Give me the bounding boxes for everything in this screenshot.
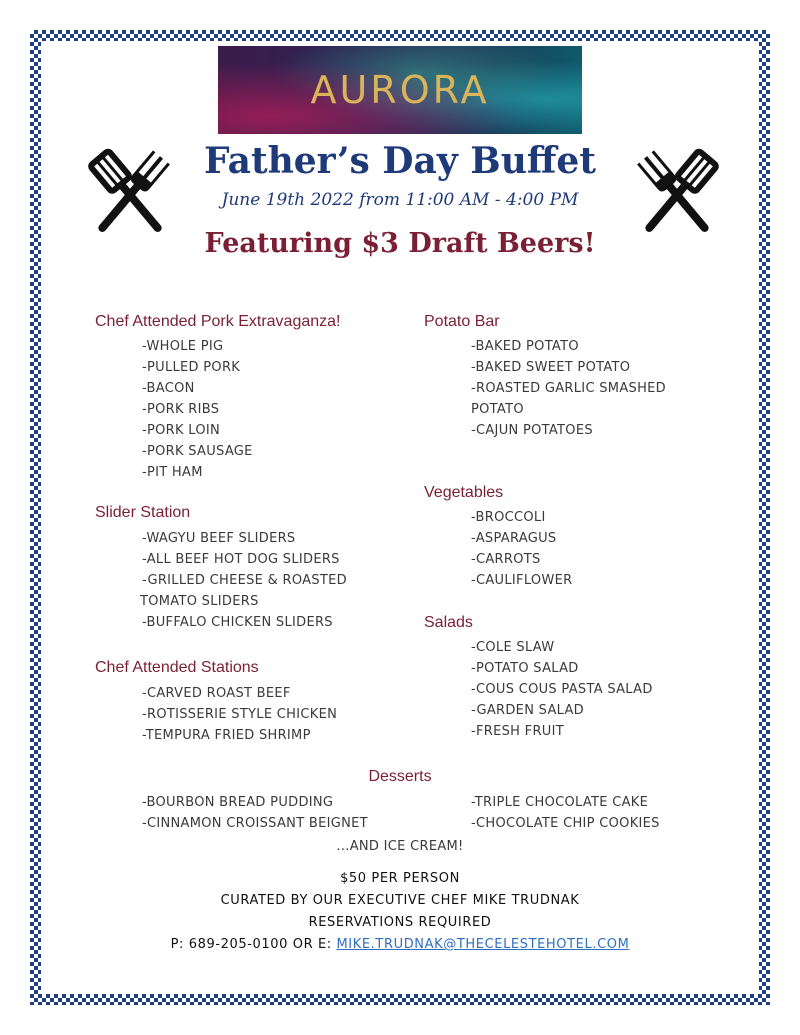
- event-date: June 19th 2022 from 11:00 AM - 4:00 PM: [221, 190, 579, 210]
- page-title: Father’s Day Buffet: [204, 140, 596, 182]
- menu-item: -BAKED POTATO: [471, 339, 579, 354]
- menu-item: -TRIPLE CHOCOLATE CAKE: [471, 795, 649, 810]
- feature-banner: Featuring $3 Draft Beers!: [204, 228, 596, 259]
- menu-item: -WHOLE PIG: [142, 339, 224, 354]
- price-line: $50 PER PERSON: [340, 871, 460, 886]
- section-items-salads: [471, 637, 653, 742]
- menu-item: -TEMPURA FRIED SHRIMP: [142, 728, 311, 743]
- section-items-stations: [142, 683, 337, 746]
- menu-item: -PORK LOIN: [142, 423, 221, 438]
- menu-item: -CAULIFLOWER: [471, 573, 573, 588]
- reservations-line: RESERVATIONS REQUIRED: [308, 915, 492, 930]
- section-title-pork: Chef Attended Pork Extravaganza!: [95, 313, 341, 330]
- menu-item: -BAKED SWEET POTATO: [471, 360, 631, 375]
- menu-item: -BROCCOLI: [471, 510, 546, 525]
- menu-item: -BOURBON BREAD PUDDING: [142, 795, 334, 810]
- menu-item: -PORK RIBS: [142, 402, 220, 417]
- menu-item: -PULLED PORK: [142, 360, 241, 375]
- menu-item: POTATO: [471, 402, 524, 417]
- menu-item: -BACON: [142, 381, 195, 396]
- menu-item: -GARDEN SALAD: [471, 703, 584, 718]
- section-items-pork: [142, 336, 253, 483]
- contact-phone: P: 689-205-0100 OR E:: [170, 937, 337, 952]
- menu-item: -COLE SLAW: [471, 640, 555, 655]
- menu-item: -CAJUN POTATOES: [471, 423, 593, 438]
- section-items-potato: [471, 336, 666, 441]
- menu-item: -COUS COUS PASTA SALAD: [471, 682, 653, 697]
- menu-item: -ROASTED GARLIC SMASHED: [471, 381, 666, 396]
- menu-item: -FRESH FRUIT: [471, 724, 564, 739]
- menu-item: -POTATO SALAD: [471, 661, 579, 676]
- logo-text: AURORA: [310, 68, 490, 112]
- menu-item: -PORK SAUSAGE: [142, 444, 253, 459]
- menu-item: -CHOCOLATE CHIP COOKIES: [471, 816, 660, 831]
- section-title-salads: Salads: [424, 614, 473, 631]
- section-title-vegetables: Vegetables: [424, 484, 504, 501]
- section-title-potato: Potato Bar: [424, 313, 500, 330]
- menu-item: -PIT HAM: [142, 465, 203, 480]
- desserts-extra: ...AND ICE CREAM!: [336, 839, 464, 854]
- menu-item: -BUFFALO CHICKEN SLIDERS: [142, 615, 333, 630]
- section-items-slider: [142, 528, 347, 633]
- section-title-stations: Chef Attended Stations: [95, 659, 259, 676]
- menu-item: -CARVED ROAST BEEF: [142, 686, 291, 701]
- section-title-slider: Slider Station: [95, 504, 191, 521]
- desserts-left: [142, 792, 368, 834]
- menu-item: -CINNAMON CROISSANT BEIGNET: [142, 816, 368, 831]
- contact-line: [100, 937, 700, 952]
- email-link[interactable]: MIKE.TRUDNAK@THECELESTEHOTEL.COM: [336, 937, 630, 952]
- section-title-desserts: Desserts: [368, 768, 432, 785]
- aurora-logo-banner: [218, 46, 582, 134]
- section-items-vegetables: [471, 507, 572, 591]
- menu-item: -ROTISSERIE STYLE CHICKEN: [142, 707, 338, 722]
- menu-item: TOMATO SLIDERS: [140, 594, 259, 609]
- curated-line: CURATED BY OUR EXECUTIVE CHEF MIKE TRUDNAK: [220, 893, 580, 908]
- menu-item: -CARROTS: [471, 552, 541, 567]
- menu-item: -GRILLED CHEESE & ROASTED: [142, 573, 347, 588]
- menu-item: -ASPARAGUS: [471, 531, 557, 546]
- menu-item: -ALL BEEF HOT DOG SLIDERS: [142, 552, 340, 567]
- desserts-right: [471, 792, 660, 834]
- menu-item: -WAGYU BEEF SLIDERS: [142, 531, 296, 546]
